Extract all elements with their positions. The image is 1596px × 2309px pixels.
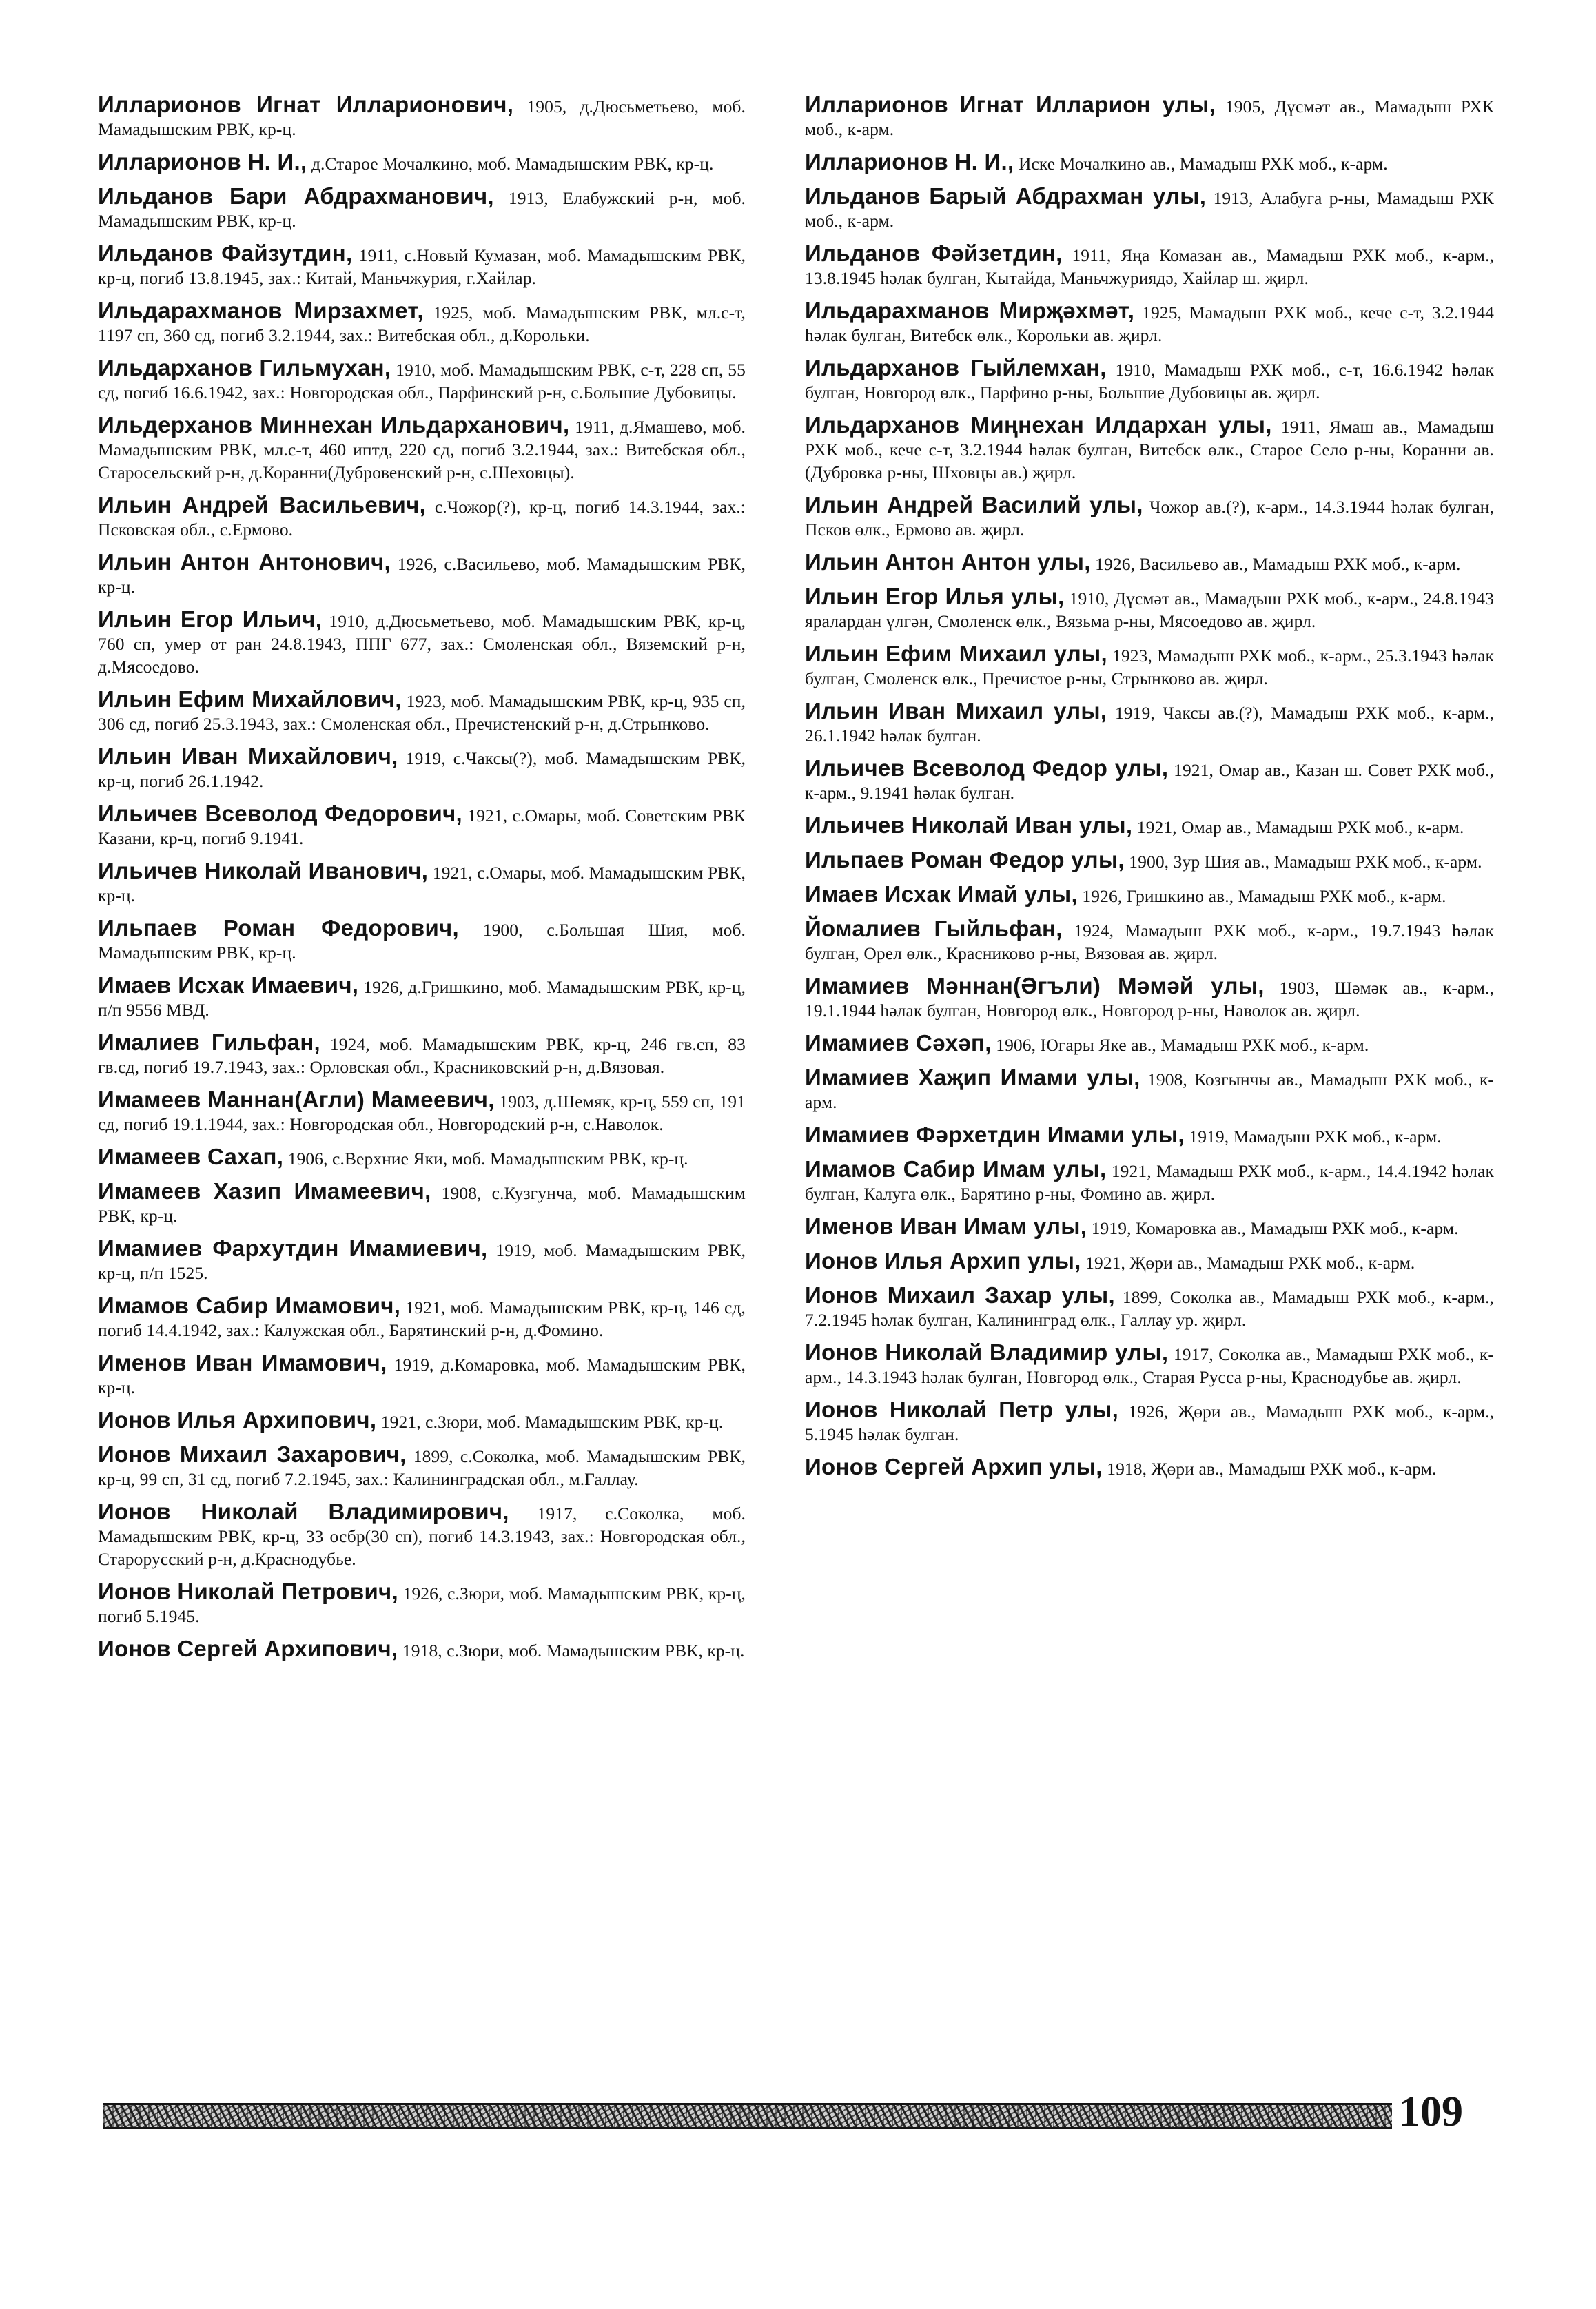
entry-details: 1925, Мамадыш РХК моб., кече с-т, 3.2.1944 һәлак булган, Витебск өлк., Корольки ав. җирл.	[805, 302, 1494, 345]
entry-name: Ильин Антон Антонович,	[98, 549, 391, 575]
entry-name: Имаев Исхак Имай улы,	[805, 881, 1078, 907]
tatar-entry	[805, 150, 1494, 175]
entry-name: Ионов Николай Петрович,	[98, 1579, 398, 1604]
russian-entry	[98, 551, 746, 598]
entry-name: Ималиев Гильфан,	[98, 1029, 321, 1055]
entry-name: Ильдарханов Гыйлемхан,	[805, 355, 1107, 380]
tatar-entry	[805, 413, 1494, 484]
russian-entry	[98, 1637, 746, 1662]
tatar-entry	[805, 814, 1494, 839]
russian-entry	[98, 1088, 746, 1136]
entry-details: 1925, моб. Мамадышским РВК, мл.с-т, 1197 сп, 360 сд, погиб 3.2.1944, зах.: Витебская обл., д.Корольки.	[98, 302, 746, 345]
entry-name: Ионов Михаил Захар улы,	[805, 1282, 1115, 1308]
russian-entry	[98, 688, 746, 735]
tatar-entry	[805, 299, 1494, 347]
tatar-entry	[805, 1032, 1494, 1056]
entry-name: Илларионов Н. И.,	[805, 149, 1014, 174]
entry-details: 1921, Омар ав., Мамадыш РХК моб., к-арм.	[1136, 817, 1464, 837]
entry-name: Ильичев Всеволод Федорович,	[98, 801, 462, 826]
entry-details: Чожор ав.(?), к-арм., 14.3.1944 һәлак булган, Псков өлк., Ермово ав. җирл.	[805, 497, 1495, 540]
entry-name: Ильин Андрей Василий улы,	[805, 492, 1143, 517]
entry-name: Ильичев Николай Иван улы,	[805, 812, 1133, 838]
entry-name: Ильданов Бари Абдрахманович,	[98, 183, 494, 209]
entry-details: 1917, Соколка ав., Мамадыш РХК моб., к-арм., 14.3.1943 һәлак булган, Новгород өлк., Старая Русса р-ны, Краснодубье ав. җирл.	[805, 1344, 1494, 1387]
entry-details: 1924, моб. Мамадышским РВК, кр-ц, 246 гв.сп, 83 гв.сд, погиб 19.7.1943, зах.: Орловская обл., Красниковский р-н, д.Вязовая.	[98, 1034, 746, 1077]
tatar-entry	[805, 1341, 1494, 1388]
entry-name: Йомалиев Гыйльфан,	[805, 916, 1063, 941]
tatar-entry	[805, 1123, 1494, 1148]
entry-details: Иске Мочалкино ав., Мамадыш РХК моб., к-арм.	[1018, 154, 1388, 174]
entry-details: 1918, с.Зюри, моб. Мамадышским РВК, кр-ц.	[402, 1641, 745, 1661]
entry-details: 1926, с.Васильево, моб. Мамадышским РВК, кр-ц.	[98, 554, 746, 597]
entry-details: 1911, с.Новый Кумазан, моб. Мамадышским РВК, кр-ц, погиб 13.8.1945, зах.: Китай, Маньчжурия, г.Хайлар.	[98, 245, 746, 288]
entry-details: 1923, Мамадыш РХК моб., к-арм., 25.3.1943 һәлак булган, Смоленск өлк., Пречистое р-ны, Стрынково ав. җирл.	[805, 646, 1494, 688]
entry-name: Ионов Илья Архип улы,	[805, 1248, 1081, 1273]
entry-details: 1919, д.Комаровка, моб. Мамадышским РВК, кр-ц.	[98, 1355, 746, 1397]
entry-details: 1906, Югары Яке ав., Мамадыш РХК моб., к-арм.	[996, 1035, 1369, 1055]
entry-details: 1910, моб. Мамадышским РВК, с-т, 228 сп, 55 сд, погиб 16.6.1942, зах.: Новгородская обл., Парфинский р-н, с.Большие Дубовицы.	[98, 360, 746, 402]
tatar-entry	[805, 757, 1494, 804]
entry-name: Ильин Ефим Михайлович,	[98, 686, 402, 712]
tatar-entry	[805, 356, 1494, 404]
tatar-entry	[805, 848, 1494, 873]
entry-details: 1911, Яңа Комазан ав., Мамадыш РХК моб., к-арм., 13.8.1945 һәлак булган, Кытайда, Маньчжуриядә, Хайлар ш. җирл.	[805, 245, 1494, 288]
entry-details: 1921, с.Омары, моб. Мамадышским РВК, кр-ц.	[98, 863, 746, 905]
entry-name: Ильпаев Роман Федор улы,	[805, 847, 1125, 872]
entry-details: 1899, с.Соколка, моб. Мамадышским РВК, кр-ц, 99 сп, 31 сд, погиб 7.2.1945, зах.: Калининградская обл., м.Галлау.	[98, 1446, 746, 1489]
entry-name: Ильпаев Роман Федорович,	[98, 915, 459, 941]
tatar-entry	[805, 1398, 1494, 1446]
entry-details: 1926, с.Зюри, моб. Мамадышским РВК, кр-ц, погиб 5.1945.	[98, 1583, 746, 1626]
entry-details: 1910, Мамадыш РХК моб., с-т, 16.6.1942 һәлак булган, Новгород өлк., Парфино р-ны, Большие Дубовицы ав. җирл.	[805, 360, 1494, 402]
entry-name: Илларионов Игнат Илларион улы,	[805, 92, 1216, 117]
entry-details: 1926, д.Гришкино, моб. Мамадышским РВК, кр-ц, п/п 9556 МВД.	[98, 977, 746, 1020]
entry-details: 1921, моб. Мамадышским РВК, кр-ц, 146 сд, погиб 14.4.1942, зах.: Калужская обл., Барятинский р-н, д.Фомино.	[98, 1297, 746, 1340]
entry-name: Ионов Николай Владимирович,	[98, 1499, 509, 1524]
entry-name: Илларионов Игнат Илларионович,	[98, 92, 514, 117]
tatar-entry	[805, 1284, 1494, 1331]
russian-column	[98, 93, 746, 1672]
entry-details: 1908, с.Кузгунча, моб. Мамадышским РВК, кр-ц.	[98, 1183, 746, 1226]
tatar-column	[805, 93, 1494, 1490]
entry-details: 1923, моб. Мамадышским РВК, кр-ц, 935 сп, 306 сд, погиб 25.3.1943, зах.: Смоленская обл., Пречистенский р-н, д.Стрынково.	[98, 691, 746, 734]
russian-entry	[98, 974, 746, 1021]
entry-details: 1919, Комаровка ав., Мамадыш РХК моб., к-арм.	[1091, 1218, 1459, 1238]
entry-name: Ильданов Файзутдин,	[98, 240, 353, 266]
page-number: 109	[1399, 2089, 1463, 2135]
entry-details: 1905, Дүсмәт ав., Мамадыш РХК моб., к-арм.	[805, 96, 1494, 139]
entry-name: Имамов Сабир Имам улы,	[805, 1156, 1107, 1182]
tatar-entry	[805, 493, 1494, 541]
russian-entry	[98, 1031, 746, 1078]
entry-details: 1921, Җөри ав., Мамадыш РХК моб., к-арм.	[1085, 1253, 1415, 1273]
entry-details: 1903, д.Шемяк, кр-ц, 559 сп, 191 сд, погиб 19.1.1944, зах.: Новгородская обл., Новгородский р-н, с.Наволок.	[98, 1091, 746, 1134]
entry-details: д.Старое Мочалкино, моб. Мамадышским РВК, кр-ц.	[311, 154, 714, 174]
entry-name: Ильданов Фәйзетдин,	[805, 240, 1063, 266]
entry-details: 1919, Мамадыш РХК моб., к-арм.	[1189, 1127, 1442, 1147]
entry-details: 1913, Елабужский р-н, моб. Мамадышским РВК, кр-ц.	[98, 188, 746, 231]
entry-details: 1910, д.Дюсьметьево, моб. Мамадышским РВК, кр-ц, 760 сп, умер от ран 24.8.1943, ППГ 677, зах.: Смоленская обл., Вяземский р-н, д.Мясоедово.	[98, 611, 746, 677]
entry-details: 1899, Соколка ав., Мамадыш РХК моб., к-арм., 7.2.1945 һәлак булган, Калининград өлк., Галлау ур. җирл.	[805, 1287, 1494, 1330]
entry-name: Ильин Антон Антон улы,	[805, 549, 1091, 575]
entry-details: 1905, д.Дюсьметьево, моб. Мамадышским РВК, кр-ц.	[98, 96, 746, 139]
entry-details: 1921, с.Зюри, моб. Мамадышским РВК, кр-ц.	[380, 1412, 724, 1432]
ornament-border	[103, 2103, 1392, 2129]
entry-details: с.Чожор(?), кр-ц, погиб 14.3.1944, зах.: Псковская обл., с.Ермово.	[98, 497, 746, 540]
entry-name: Ильин Андрей Васильевич,	[98, 492, 427, 517]
entry-name: Ионов Николай Владимир улы,	[805, 1340, 1169, 1365]
entry-name: Имамов Сабир Имамович,	[98, 1293, 401, 1318]
entry-details: 1926, Васильево ав., Мамадыш РХК моб., к-арм.	[1095, 554, 1461, 574]
russian-entry	[98, 185, 746, 232]
entry-name: Ильдарахманов Мирҗәхмәт,	[805, 298, 1135, 323]
entry-name: Ильин Егор Ильич,	[98, 606, 323, 632]
tatar-entry	[805, 551, 1494, 575]
tatar-entry	[805, 1249, 1494, 1274]
entry-details: 1919, с.Чаксы(?), моб. Мамадышским РВК, кр-ц, погиб 26.1.1942.	[98, 748, 746, 791]
entry-name: Именов Иван Имамович,	[98, 1350, 387, 1375]
entry-name: Имамиев Сәхәп,	[805, 1030, 992, 1056]
entry-details: 1926, Гришкино ав., Мамадыш РХК моб., к-арм.	[1082, 886, 1446, 906]
entry-details: 1921, с.Омары, моб. Советским РВК Казани, кр-ц, погиб 9.1941.	[98, 805, 746, 848]
entry-name: Ионов Сергей Архип улы,	[805, 1454, 1103, 1479]
russian-entry	[98, 1294, 746, 1342]
tatar-entry	[805, 642, 1494, 690]
entry-name: Ильин Иван Михайлович,	[98, 743, 398, 769]
entry-details: 1910, Дүсмәт ав., Мамадыш РХК моб., к-арм., 24.8.1943 яралардан үлгән, Смоленск өлк., Вязьма р-ны, Мясоедово ав. җирл.	[805, 588, 1494, 631]
entry-name: Ильин Ефим Михаил улы,	[805, 641, 1107, 666]
entry-name: Имамиев Фәрхетдин Имами улы,	[805, 1122, 1185, 1147]
entry-name: Ильичев Всеволод Федор улы,	[805, 755, 1169, 781]
entry-name: Ионов Сергей Архипович,	[98, 1636, 398, 1661]
entry-details: 1913, Алабуга р-ны, Мамадыш РХК моб., к-арм.	[805, 188, 1494, 231]
entry-name: Илларионов Н. И.,	[98, 149, 307, 174]
entry-name: Именов Иван Имам улы,	[805, 1213, 1087, 1239]
entry-name: Ильичев Николай Иванович,	[98, 858, 429, 883]
entry-name: Ильин Егор Илья улы,	[805, 584, 1065, 609]
entry-details: 1924, Мамадыш РХК моб., к-арм., 19.7.1943 һәлак булган, Орел өлк., Красниково р-ны, Вязовая ав. җирл.	[805, 921, 1495, 963]
entry-details: 1903, Шәмәк ав., к-арм., 19.1.1944 һәлак булган, Новгород өлк., Новгород р-ны, Наволок ав. җирл.	[805, 978, 1494, 1020]
russian-entry	[98, 916, 746, 964]
entry-name: Ильдерханов Миннехан Ильдарханович,	[98, 412, 570, 438]
tatar-entry	[805, 93, 1494, 141]
russian-entry	[98, 1180, 746, 1227]
entry-name: Ильдарахманов Мирзахмет,	[98, 298, 424, 323]
russian-entry	[98, 493, 746, 541]
russian-entry	[98, 1580, 746, 1628]
tatar-entry	[805, 699, 1494, 747]
russian-entry	[98, 93, 746, 141]
russian-entry	[98, 608, 746, 678]
entry-name: Ионов Михаил Захарович,	[98, 1441, 407, 1467]
entry-name: Ионов Николай Петр улы,	[805, 1397, 1119, 1422]
entry-details: 1919, Чаксы ав.(?), Мамадыш РХК моб., к-арм., 26.1.1942 һәлак булган.	[805, 703, 1494, 746]
entry-name: Имамиев Мәннан(Әгъли) Мәмәй улы,	[805, 973, 1265, 998]
entry-details: 1911, д.Ямашево, моб. Мамадышским РВК, мл.с-т, 460 иптд, 220 сд, погиб 3.2.1944, зах.: Витебская обл., Старосельский р-н, д.Коранни(Дубровенский р-н, с.Шеховцы).	[98, 417, 746, 482]
entry-name: Имамиев Фархутдин Имамиевич,	[98, 1235, 488, 1261]
tatar-entry	[805, 1066, 1494, 1114]
entry-details: 1921, Мамадыш РХК моб., к-арм., 14.4.1942 һәлак булган, Калуга өлк., Барятино р-ны, Фомино ав. җирл.	[805, 1161, 1494, 1204]
entry-name: Ильин Иван Михаил улы,	[805, 698, 1107, 724]
entry-name: Ильдарханов Гильмухан,	[98, 355, 391, 380]
tatar-entry	[805, 1215, 1494, 1240]
entry-name: Ильдарханов Миңнехан Илдархан улы,	[805, 412, 1272, 438]
russian-entry	[98, 413, 746, 484]
russian-entry	[98, 859, 746, 907]
entry-details: 1908, Козгынчы ав., Мамадыш РХК моб., к-арм.	[805, 1069, 1494, 1112]
tatar-entry	[805, 585, 1494, 633]
tatar-entry	[805, 1158, 1494, 1205]
entry-name: Имамиев Хаҗип Имами улы,	[805, 1065, 1140, 1090]
tatar-entry	[805, 1455, 1494, 1480]
russian-entry	[98, 1500, 746, 1570]
entry-details: 1926, Җөри ав., Мамадыш РХК моб., к-арм., 5.1945 һәлак булган.	[805, 1402, 1495, 1444]
entry-name: Имамеев Сахап,	[98, 1144, 284, 1169]
russian-entry	[98, 1408, 746, 1433]
russian-entry	[98, 299, 746, 347]
russian-entry	[98, 242, 746, 289]
entry-details: 1917, с.Соколка, моб. Мамадышским РВК, кр-ц, 33 осбр(30 сп), погиб 14.3.1943, зах.: Новгородская обл., Старорусский р-н, д.Краснодубье.	[98, 1504, 746, 1569]
entry-details: 1900, Зур Шия ав., Мамадыш РХК моб., к-арм.	[1129, 852, 1482, 872]
entry-name: Ильданов Барый Абдрахман улы,	[805, 183, 1207, 209]
russian-entry	[98, 1237, 746, 1284]
russian-entry	[98, 1351, 746, 1399]
page-footer	[103, 2088, 1502, 2136]
tatar-entry	[805, 883, 1494, 907]
entry-details: 1921, Омар ав., Казан ш. Совет РХК моб., к-арм., 9.1941 һәлак булган.	[805, 760, 1494, 803]
entry-details: 1906, с.Верхние Яки, моб. Мамадышским РВК, кр-ц.	[287, 1149, 688, 1169]
entry-details: 1918, Җөри ав., Мамадыш РХК моб., к-арм.	[1107, 1459, 1437, 1479]
entry-name: Имаев Исхак Имаевич,	[98, 972, 359, 998]
russian-entry	[98, 150, 746, 175]
entry-details: 1911, Ямаш ав., Мамадыш РХК моб., кече с-т, 3.2.1944 һәлак булган, Витебск өлк., Старое Село р-ны, Коранни ав.(Дубровка р-ны, Шховцы ав.) җирл.	[805, 417, 1494, 482]
russian-entry	[98, 356, 746, 404]
tatar-entry	[805, 242, 1494, 289]
entry-details: 1919, моб. Мамадышским РВК, кр-ц, п/п 1525.	[98, 1240, 746, 1283]
tatar-entry	[805, 974, 1494, 1022]
entry-name: Ионов Илья Архипович,	[98, 1407, 377, 1433]
entry-details: 1900, с.Большая Шия, моб. Мамадышским РВК, кр-ц.	[98, 920, 746, 963]
russian-entry	[98, 1443, 746, 1490]
russian-entry	[98, 745, 746, 792]
tatar-entry	[805, 917, 1494, 965]
entry-name: Имамеев Хазип Имамеевич,	[98, 1178, 431, 1204]
russian-entry	[98, 1145, 746, 1170]
entry-name: Имамеев Маннан(Агли) Мамеевич,	[98, 1087, 495, 1112]
tatar-entry	[805, 185, 1494, 232]
russian-entry	[98, 802, 746, 850]
